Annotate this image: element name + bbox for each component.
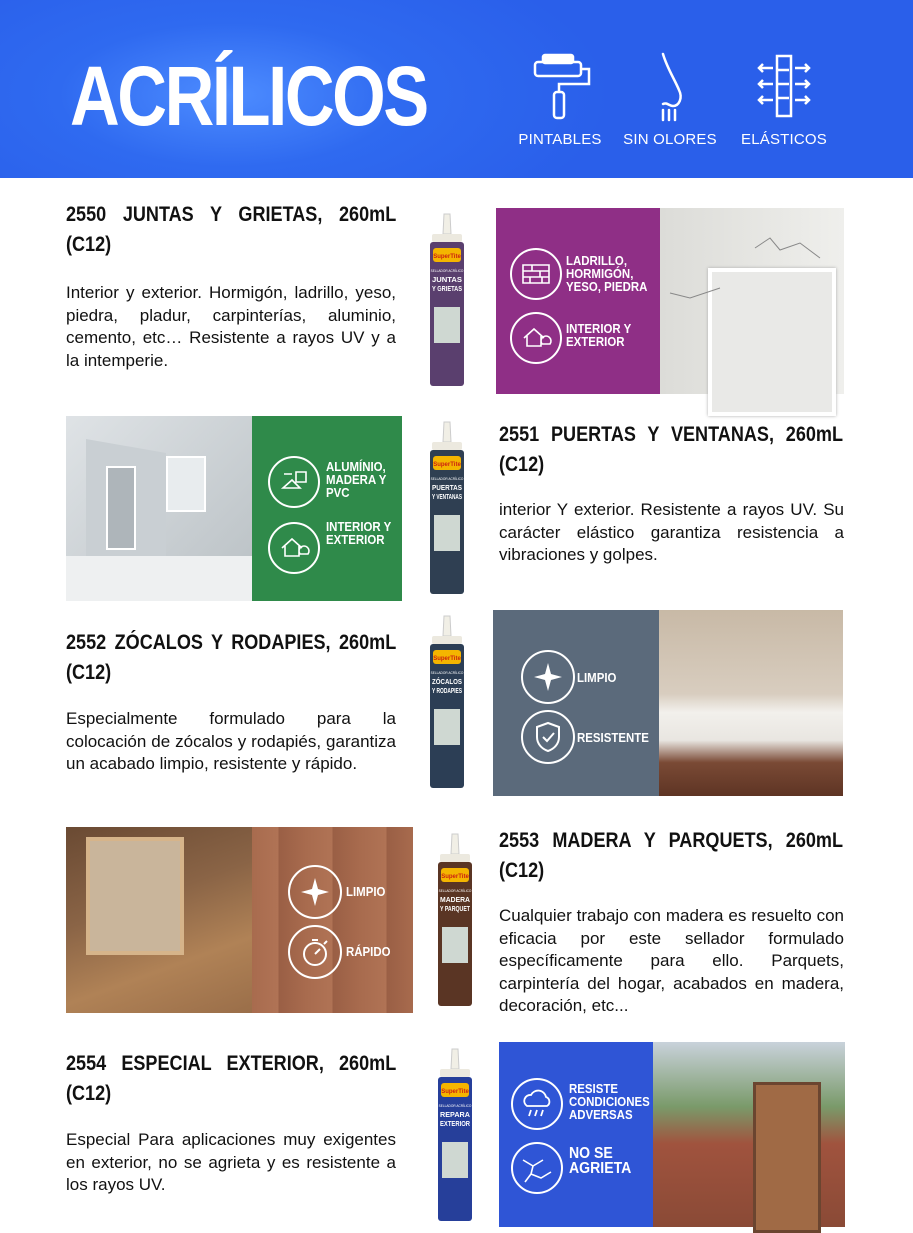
tube-label-line: EXTERIOR [440, 1119, 471, 1128]
tube-logo-text: SuperTite [433, 254, 461, 260]
product-panel-2550 [496, 208, 844, 394]
panel-label: LIMPIO [346, 884, 386, 899]
tube-logo-text: SuperTite [433, 462, 461, 468]
product-description-2554: Especial Para aplicaciones muy exigentes en exterior, no se agrieta y es resistente a los rayos UV. [66, 1130, 396, 1194]
tube-label-line: Y VENTANAS [432, 492, 462, 501]
paint-roller-icon [505, 50, 615, 125]
tube-label-line: Y RODAPIES [432, 686, 462, 695]
tube-nozzle [443, 214, 451, 234]
tube-nozzle [443, 616, 451, 636]
tube-label-line: JUNTAS [432, 275, 462, 284]
feature-label: ELÁSTICOS [741, 131, 827, 148]
tube-caption: SELLADOR ACRÍLICO [430, 671, 464, 675]
room-photo [66, 416, 252, 601]
product-tube-2551 [424, 420, 470, 598]
tube-graphic [432, 832, 478, 1010]
tube-cap [440, 854, 470, 862]
product-tube-2550 [424, 212, 470, 390]
tube-label-line: MADERA [440, 895, 471, 904]
tube-cap [432, 234, 462, 242]
tube-logo-text: SuperTite [433, 656, 461, 662]
house-weather-icon [268, 522, 320, 574]
panel-label: RESISTENTE [577, 730, 649, 745]
panel-label: RÁPIDO [346, 944, 391, 959]
feature-elasticos [729, 50, 839, 148]
tube-photo [442, 927, 468, 963]
product-title-2550: 2550 JUNTAS Y GRIETAS, 260mL (C12) [66, 203, 397, 256]
wall-crack-photo [660, 208, 844, 394]
nose-icon [615, 50, 725, 125]
exterior-door [753, 1082, 821, 1233]
crack-lines [660, 208, 844, 394]
tube-graphic [424, 420, 470, 598]
panel-color-block [496, 208, 660, 394]
panel-label: ALUMÍNIO, MADERA Y PVC [326, 459, 387, 500]
product-description-2551: interior Y exterior. Resistente a rayos UV. Su carácter elástico garantiza resistencia a vibraciones y golpes. [499, 500, 844, 564]
room-floor [66, 556, 252, 601]
product-tube-2552 [424, 614, 470, 792]
tube-label-line: PUERTAS [432, 483, 462, 492]
sparkle-icon [288, 865, 342, 919]
crack-icon [511, 1142, 563, 1194]
room-window [166, 456, 206, 512]
wood-floor-photo [66, 827, 252, 1013]
brick-icon [510, 248, 562, 300]
product-tube-2553 [432, 832, 478, 1010]
tube-photo [434, 515, 460, 551]
panel-color-block [493, 610, 659, 796]
tube-label-line: ZÓCALOS [432, 677, 462, 686]
sparkle-icon [521, 650, 575, 704]
panel-color-block [499, 1042, 653, 1227]
tube-caption: SELLADOR ACRÍLICO [438, 1104, 472, 1108]
panel-label: INTERIOR Y EXTERIOR [326, 519, 392, 547]
tube-photo [434, 307, 460, 343]
tube-graphic [424, 212, 470, 390]
elastic-arrows-icon [729, 50, 839, 125]
feature-sin-olores [615, 50, 725, 148]
tube-cap [440, 1069, 470, 1077]
storm-cloud-icon [511, 1078, 563, 1130]
feature-pintables [505, 50, 615, 148]
feature-label: SIN OLORES [623, 131, 717, 148]
room-door [106, 466, 136, 550]
product-panel-2552 [493, 610, 843, 796]
tube-cap [432, 442, 462, 450]
panel-label: RESISTE CONDICIONES ADVERSAS [569, 1081, 650, 1122]
panel-label: INTERIOR Y EXTERIOR [566, 321, 632, 349]
product-panel-2553 [66, 827, 413, 1013]
tube-graphic [424, 614, 470, 792]
skirting-photo [659, 610, 843, 796]
panel-label: NO SE AGRIETA [569, 1145, 632, 1177]
exterior-house-photo [653, 1042, 845, 1227]
shield-check-icon [521, 710, 575, 764]
product-title-2551: 2551 PUERTAS Y VENTANAS, 260mL (C12) [499, 423, 843, 476]
feature-label: PINTABLES [518, 131, 602, 148]
tube-logo-text: SuperTite [441, 874, 469, 880]
tube-label-line: Y GRIETAS [432, 284, 462, 293]
header-banner [0, 0, 913, 178]
tube-nozzle [443, 422, 451, 442]
tube-label-line: REPARA [440, 1110, 471, 1119]
wood-panel-window [86, 837, 184, 955]
tube-caption: SELLADOR ACRÍLICO [438, 889, 472, 893]
tube-caption: SELLADOR ACRÍLICO [430, 477, 464, 481]
stopwatch-icon [288, 925, 342, 979]
product-title-2552: 2552 ZÓCALOS Y RODAPIES, 260mL (C12) [66, 631, 397, 684]
panel-label: LADRILLO, HORMIGÓN, YESO, PIEDRA [566, 253, 648, 294]
tube-graphic [432, 1047, 478, 1225]
tube-caption: SELLADOR ACRÍLICO [430, 269, 464, 273]
product-panel-2551 [66, 416, 402, 601]
product-description-2552: Especialmente formulado para la colocación de zócalos y rodapiés, garantiza un acabado limpio, resistente y rápido. [66, 709, 396, 773]
tube-cap [432, 636, 462, 644]
tube-nozzle [451, 834, 459, 854]
product-description-2550: Interior y exterior. Hormigón, ladrillo, yeso, piedra, pladur, carpinterías, aluminio, cemento, etc… Resistente a rayos UV y a la intemperie. [66, 283, 396, 370]
materials-icon [268, 456, 320, 508]
tube-nozzle [451, 1049, 459, 1069]
product-title-2554: 2554 ESPECIAL EXTERIOR, 260mL (C12) [66, 1052, 397, 1105]
product-panel-2554 [499, 1042, 845, 1227]
product-description-2553: Cualquier trabajo con madera es resuelto con eficacia por este sellador formulado específicamente para ello. Parquets, carpintería del hogar, acabados en madera, decoración, etc... [499, 906, 844, 1015]
product-tube-2554 [432, 1047, 478, 1225]
tube-logo-text: SuperTite [441, 1089, 469, 1095]
page-title: ACRÍLICOS [70, 49, 427, 143]
panel-label: LIMPIO [577, 670, 617, 685]
tube-label-line: Y PARQUET [440, 904, 471, 913]
tube-photo [434, 709, 460, 745]
house-weather-icon [510, 312, 562, 364]
tube-photo [442, 1142, 468, 1178]
panel-color-block [252, 827, 413, 1013]
panel-color-block [252, 416, 402, 601]
product-title-2553: 2553 MADERA Y PARQUETS, 260mL (C12) [499, 829, 843, 882]
